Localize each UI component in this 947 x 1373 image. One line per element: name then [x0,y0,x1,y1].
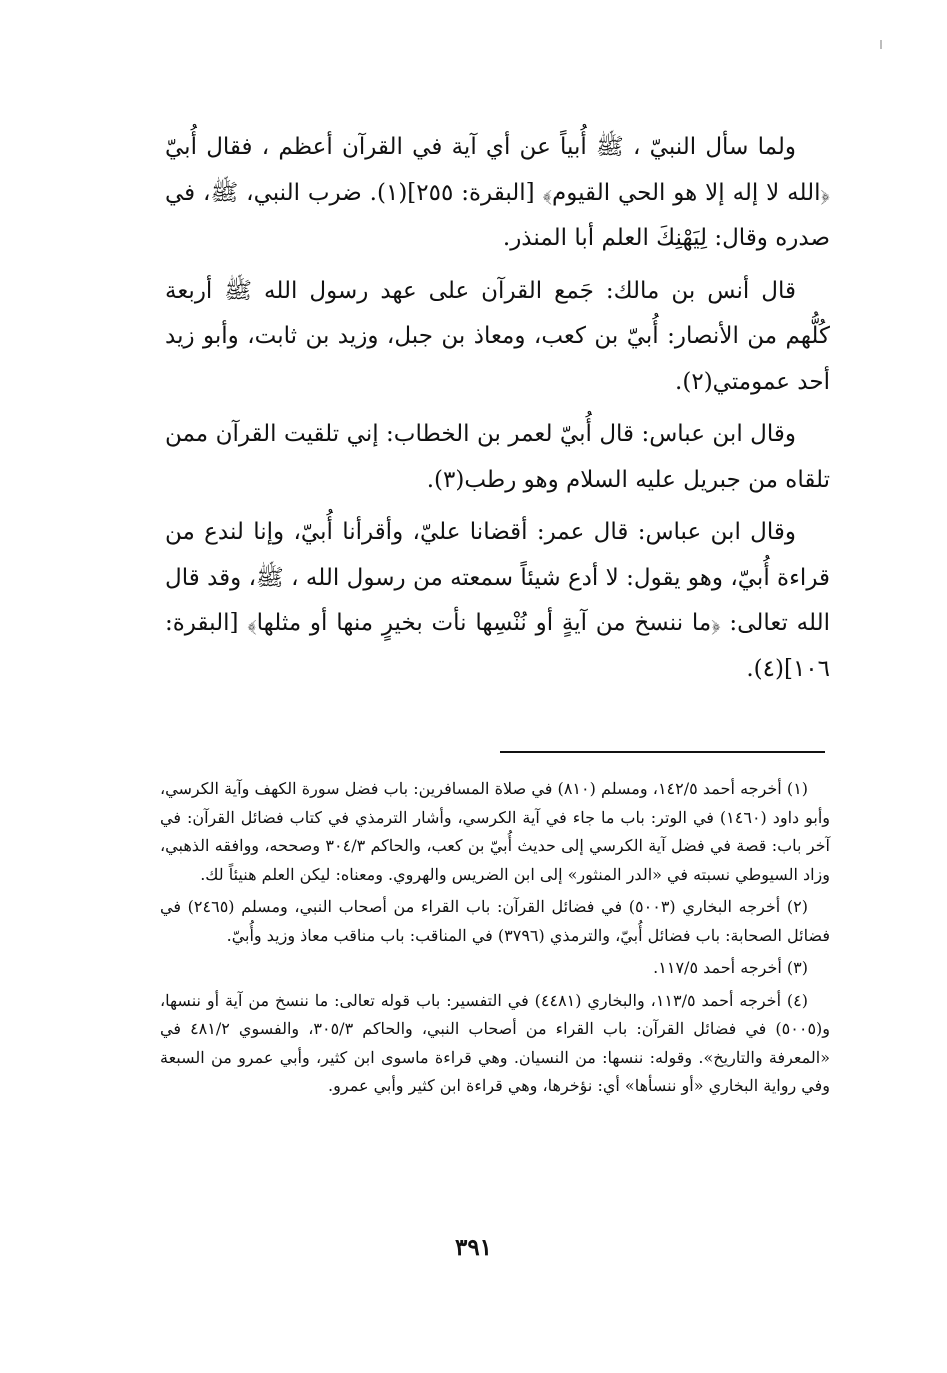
footnote: (٣) أخرجه أحمد ١١٧/٥. [653,958,808,977]
footnotes [160,775,830,1105]
paragraph: وقال ابن عباس: قال عمر: أقضانا عليّ، وأقرأنا أُبيّ، وإنا لندع من قراءة أُبيّ، وهو يقول: لا أدع شيئاً سمعته من رسول الله ، ﷺ، وقد قال الله تعالى: ﴿ما ننسخ من آيةٍ أو نُنْسِها نأت بخيرٍ منها أو مثلها﴾ [البقرة: ١٠٦](٤). [165,519,830,682]
footnote-separator [500,751,825,753]
main-text [165,125,830,699]
paragraph: ولما سأل النبيّ ، ﷺ أُبياً عن أي آية في القرآن أعظم ، فقال أُبيّ ﴿الله لا إله إلا هو الحي القيوم﴾ [البقرة: ٢٥٥](١). ضرب النبي، ﷺ، في صدره وقال: لِيَهْنِكَ العلم أبا المنذر. [165,134,830,251]
footnote: (٤) أخرجه أحمد ١١٣/٥، والبخاري (٤٤٨١) في التفسير: باب قوله تعالى: ما ننسخ من آية أو ننسها، و(٥٠٠٥) في فضائل القرآن: باب القراء من أصحاب النبي، والحاكم ٣٠٥/٣، والفسوي ٤٨١/٢ في «المعرفة والتاريخ». وقوله: ننسها: من النسيان. وهي قراءة ماسوى ابن كثير، وأبي عمرو من السبعة وفي رواية البخاري «أو ننسأها» أي: نؤخرها، وهي قراءة ابن كثير وأبي عمرو. [160,990,830,1095]
footnote: (٢) أخرجه البخاري (٥٠٠٣) في فضائل القرآن: باب القراء من أصحاب النبي، ومسلم (٢٤٦٥) في فضائل الصحابة: باب فضائل أُبيّ، والترمذي (٣٧٩٦) في المناقب: باب مناقب معاذ وزيد وأُبيّ. [160,897,830,945]
page-number: ٣٩١ [454,1234,493,1261]
paragraph: قال أنس بن مالك: جَمع القرآن على عهد رسول الله ﷺ أربعة كُلُّهم من الأنصار: أُبيّ بن كعب، ومعاذ بن جبل، وزيد بن ثابت، وأبو زيد أحد عمومتي(٢). [165,277,830,395]
footnote: (١) أخرجه أحمد ١٤٢/٥، ومسلم (٨١٠) في صلاة المسافرين: باب فضل سورة الكهف وآية الكرسي، وأبو داود (١٤٦٠) في الوتر: باب ما جاء في آية الكرسي، وأشار الترمذي في كتاب فضائل القرآن: في آخر باب: قصة في فضل آية الكرسي إلى حديث أُبيّ بن كعب، والحاكم ٣٠٤/٣ وصححه، ووافقه الذهبي، وزاد السيوطي نسبته في «الدر المنثور» إلى ابن الضريس والهروي. ومعناه: ليكن العلم هنيئاً لك. [160,779,831,884]
paragraph: وقال ابن عباس: قال أُبيّ لعمر بن الخطاب: إني تلقيت القرآن ممن تلقاه من جبريل عليه السلام وهو رطب(٣). [165,421,830,493]
scan-speck [880,40,882,49]
